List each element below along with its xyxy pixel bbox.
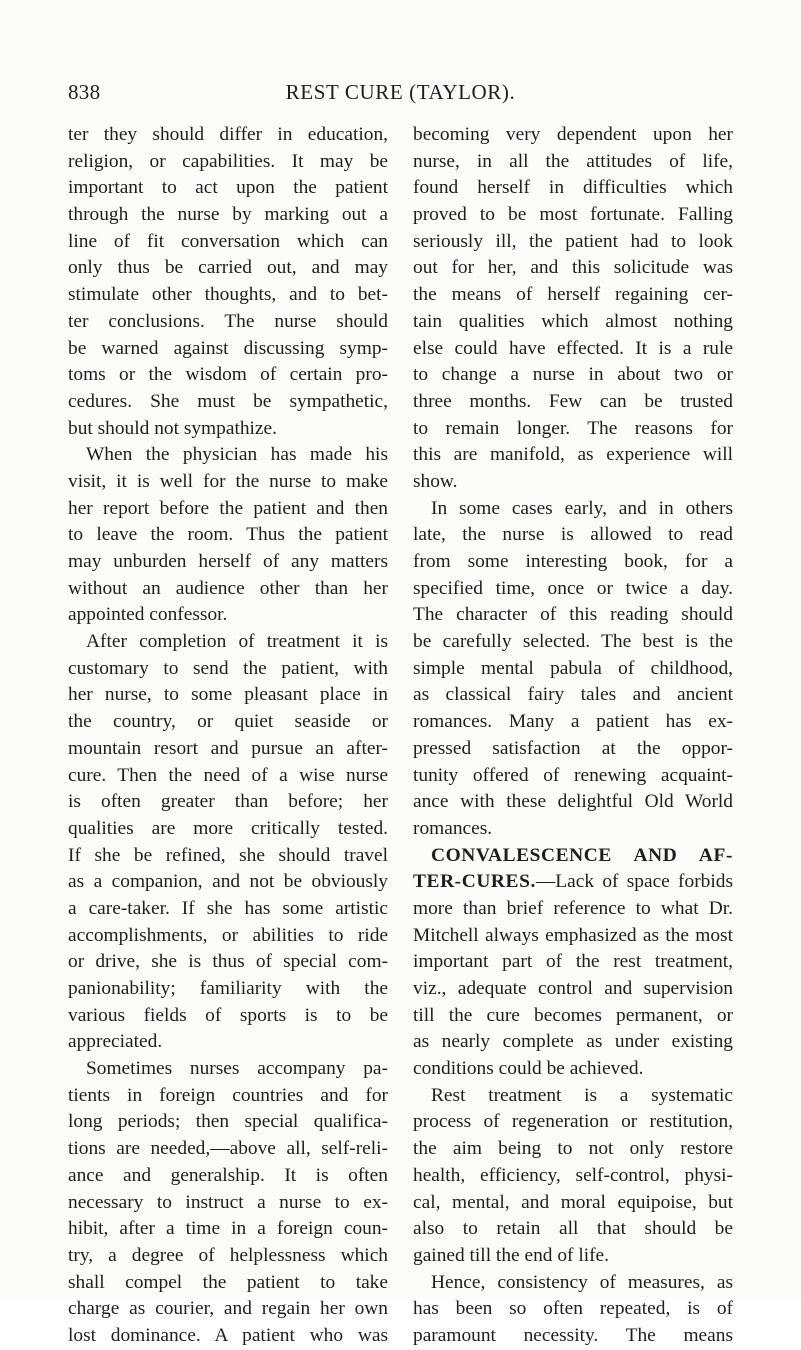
text-line: qualities are more critically tested. xyxy=(68,817,388,839)
text-line: only thus be carried out, and may xyxy=(68,257,388,279)
text-line: as nearly complete as under existing xyxy=(413,1031,733,1053)
text-line: important to act upon the patient xyxy=(68,177,388,199)
section-heading-rest: —Lack of space forbids xyxy=(535,871,733,893)
text-line: religion, or capabilities. It may be xyxy=(68,150,388,172)
text-line: this are manifold, as experience will xyxy=(413,444,733,466)
text-line: visit, it is well for the nurse to make xyxy=(68,470,388,492)
text-line: ance with these delightful Old World xyxy=(413,791,733,813)
text-line: without an audience other than her xyxy=(68,577,388,599)
text-line: health, efficiency, self-control, physi- xyxy=(413,1164,733,1186)
text-line: line of fit conversation which can xyxy=(68,230,388,252)
text-line: as classical fairy tales and ancient xyxy=(413,684,733,706)
text-line: various fields of sports is to be xyxy=(68,1004,388,1026)
section-heading-cont: TER-CURES. xyxy=(413,871,536,893)
text-line: specified time, once or twice a day. xyxy=(413,577,733,599)
text-line: stimulate other thoughts, and to bet- xyxy=(68,284,388,306)
text-line: long periods; then special qualifica- xyxy=(68,1111,388,1133)
text-line: or drive, she is thus of special com- xyxy=(68,951,388,973)
text-line: accomplishments, or abilities to ride xyxy=(68,924,388,946)
text-line: If she be refined, she should travel xyxy=(68,844,388,866)
text-line: show. xyxy=(413,470,458,492)
text-line: The character of this reading should xyxy=(413,604,733,626)
text-line: more than brief reference to what Dr. xyxy=(413,897,733,919)
text-line: appointed confessor. xyxy=(68,604,228,626)
text-line: her report before the patient and then xyxy=(68,497,388,519)
text-line: viz., adequate control and supervision xyxy=(413,978,733,999)
text-line: gained till the end of life. xyxy=(413,1244,609,1266)
text-line: tions are needed,—above all, self-reli- xyxy=(68,1138,388,1160)
text-line: proved to be most fortunate. Falling xyxy=(413,204,733,226)
text-line xyxy=(413,843,733,870)
section-heading: CONVALESCENCE AND AF- xyxy=(431,844,733,866)
text-line: panionability; familiarity with the xyxy=(68,978,388,999)
text-line: the aim being to not only restore xyxy=(413,1138,733,1160)
right-column xyxy=(413,122,733,1350)
text-line: late, the nurse is allowed to read xyxy=(413,524,733,546)
text-line: necessary to instruct a nurse to ex- xyxy=(68,1191,388,1213)
text-line: mountain resort and pursue an after- xyxy=(68,737,388,759)
text-line: cedures. She must be sympathetic, xyxy=(68,390,388,412)
text-line: three months. Few can be trusted xyxy=(413,390,733,412)
text-line: try, a degree of helplessness which xyxy=(68,1244,388,1266)
running-head: REST CURE (TAYLOR). xyxy=(285,80,516,104)
text-line: cure. Then the need of a wise nurse xyxy=(68,764,388,786)
text-line: from some interesting book, for a xyxy=(413,551,733,572)
text-line: but should not sympathize. xyxy=(68,417,277,439)
text-line: a care-taker. If she has some artistic xyxy=(68,897,388,919)
text-line: is often greater than before; her xyxy=(68,791,388,813)
text-line: cal, mental, and moral equipoise, but xyxy=(413,1191,733,1213)
text-line: When the physician has made his xyxy=(86,444,388,466)
text-line: romances. xyxy=(413,817,493,839)
text-line: becoming very dependent upon her xyxy=(413,124,733,145)
text-line: also to retain all that should be xyxy=(413,1218,733,1240)
text-line: tients in foreign countries and for xyxy=(68,1084,388,1106)
text-line: seriously ill, the patient had to look xyxy=(413,230,733,252)
text-line: important part of the rest treatment, xyxy=(413,951,733,973)
text-line: nurse, in all the attitudes of life, xyxy=(413,150,733,172)
text-line: tain qualities which almost nothing xyxy=(413,310,733,332)
text-line: to leave the room. Thus the patient xyxy=(68,524,388,546)
text-line: else could have effected. It is a rule xyxy=(413,337,733,359)
text-line: through the nurse by marking out a xyxy=(68,204,388,226)
text-line: Mitchell always emphasized as the most xyxy=(413,924,733,946)
text-line: After completion of treatment it is xyxy=(86,631,388,653)
text-line: process of regeneration or restitution, xyxy=(413,1111,733,1133)
text-line: has been so often repeated, is of xyxy=(413,1298,733,1320)
text-line: Rest treatment is a systematic xyxy=(431,1084,733,1106)
text-line: till the cure becomes permanent, or xyxy=(413,1004,733,1026)
text-line: paramount necessity. The means xyxy=(413,1324,733,1346)
text-line: appreciated. xyxy=(68,1031,163,1053)
text-line: Hence, consistency of measures, as xyxy=(431,1271,733,1293)
text-line: shall compel the patient to take xyxy=(68,1271,388,1293)
text-line: charge as courier, and regain her own xyxy=(68,1298,388,1320)
text-line: the country, or quiet seaside or xyxy=(68,711,388,733)
text-line: the means of herself regaining cer- xyxy=(413,284,733,306)
text-line: tunity offered of renewing acquaint- xyxy=(413,764,733,786)
text-line: lost dominance. A patient who was xyxy=(68,1324,388,1346)
text-line: ter they should differ in education, xyxy=(68,124,388,145)
text-line: ance and generalship. It is often xyxy=(68,1164,388,1186)
text-line: to change a nurse in about two or xyxy=(413,364,733,386)
text-line: be carefully selected. The best is the xyxy=(413,631,733,653)
text-line: Sometimes nurses accompany pa- xyxy=(86,1058,388,1080)
text-line: simple mental pabula of childhood, xyxy=(413,657,733,679)
page-header xyxy=(68,80,733,110)
text-line xyxy=(413,869,733,896)
text-line: pressed satisfaction at the oppor- xyxy=(413,737,733,759)
text-line: may unburden herself of any matters xyxy=(68,551,388,572)
text-line: to remain longer. The reasons for xyxy=(413,417,733,439)
text-line: ter conclusions. The nurse should xyxy=(68,310,388,332)
text-line: conditions could be achieved. xyxy=(413,1058,644,1080)
text-line: toms or the wisdom of certain pro- xyxy=(68,364,388,386)
text-line: In some cases early, and in others xyxy=(431,497,733,519)
text-line: customary to send the patient, with xyxy=(68,657,388,679)
text-line: romances. Many a patient has ex- xyxy=(413,711,733,733)
text-line: be warned against discussing symp- xyxy=(68,337,388,359)
text-line: out for her, and this solicitude was xyxy=(413,257,733,279)
page-number: 838 xyxy=(68,80,101,104)
left-column xyxy=(68,122,388,1350)
text-line: hibit, after a time in a foreign coun- xyxy=(68,1218,388,1240)
text-line: her nurse, to some pleasant place in xyxy=(68,684,388,706)
text-line: as a companion, and not be obviously xyxy=(68,871,388,893)
text-line: found herself in difficulties which xyxy=(413,177,733,199)
